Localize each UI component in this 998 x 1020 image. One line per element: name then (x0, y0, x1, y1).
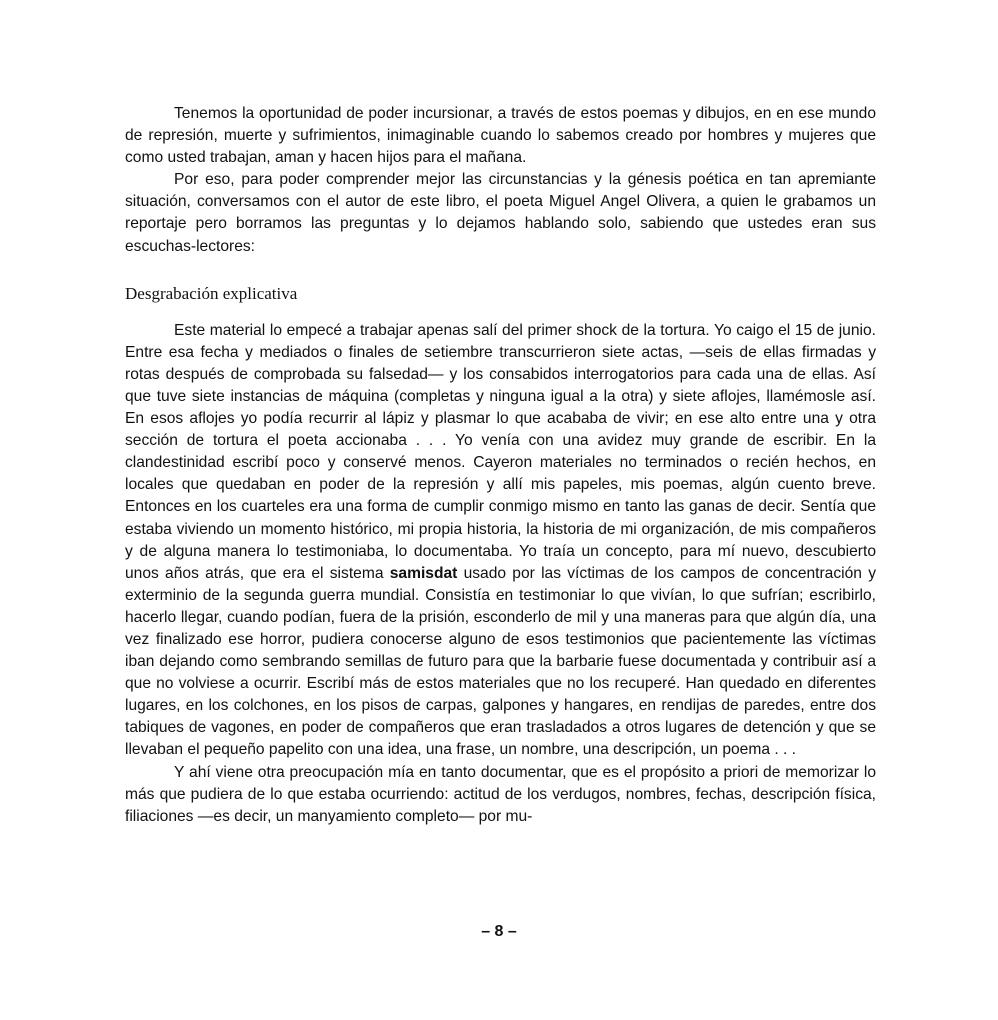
section-paragraph-1 (125, 320, 876, 762)
intro-paragraph-1: Tenemos la oportunidad de poder incursionar, a través de estos poemas y dibujos, en en ese mundo de represión, muerte y sufrimientos, inimaginable cuando lo sabemos creado por hombres y mujeres que como usted trabajan, aman y hacen hijos para el mañana. (125, 105, 876, 167)
section-paragraph-1-start: Este material lo empecé a trabajar apenas salí del primer shock de la tortura. Yo caigo el 15 de junio. Entre esa fecha y mediados o finales de setiembre transcurrieron siete actas, —seis de ellas firmadas y rotas después de comprobada su falsedad— y los consabidos interrogatorios para cada una de ellas. Así que tuve siete instancias de máquina (completas y ninguna igual a la otra) y siete aflojes, llamémosle así. En esos aflojes yo podía recurrir al lápiz y plasmar lo que acababa de vivir; en ese alto entre una y otra sección de tortura el poeta accionaba . . . Yo venía con una avidez muy grande de escribir. En la clandestinidad escribí poco y conservé menos. Cayeron materiales no terminados o recién hechos, en locales que quedaban en poder de la represión y allí mis papeles, mis poemas, algún cuento breve. Entonces en los cuarteles era una forma de cumplir conmigo mismo en tanto las ganas de decir. Sentía que estaba viviendo un momento histórico, mi propia historia, la historia de mi organización, de mis compañeros y de alguna manera lo testimoniaba, lo documentaba. Yo traía un concepto, para mí nuevo, descubierto unos años atrás, que era el sistema (125, 321, 876, 582)
section-heading: Desgrabación explicativa (125, 283, 298, 303)
section-paragraph-1-end: usado por las víctimas de los campos de concentración y exterminio de la segunda guerra mundial. Consistía en testimoniar lo que vivían, lo que sufrían; escribirlo, hacerlo llegar, cuando podían, fuera de la prisión, esconderlo de mil y una maneras para que algún día, una vez finalizado ese horror, pudiera conocerse alguno de esos testimonios que pacientemente las víctimas iban dejando como sembrando semillas de futuro para que la barbarie fuese documentada y contribuir así a que no volviese a ocurrir. Escribí más de estos materiales que no los recuperé. Han quedado en diferentes lugares, en los colchones, en los pisos de carpas, galpones y hangares, en rendijas de paredes, entre dos tabiques de vagones, en poder de compañeros que eran trasladados a otros lugares de detención y que se llevaban el pequeño papelito con una idea, una frase, un nombre, una descripción, un poema . . . (125, 564, 876, 759)
section-paragraph-2: Y ahí viene otra preocupación mía en tanto documentar, que es el propósito a priori de memorizar lo más que pudiera de lo que estaba ocurriendo: actitud de los verdugos, nombres, fechas, descripción física, filiaciones —es decir, un manyamiento completo— por mu- (125, 763, 876, 825)
samisdat-term: samisdat (389, 564, 458, 582)
page-number: – 8 – (481, 923, 517, 940)
intro-paragraph-2: Por eso, para poder comprender mejor las circunstancias y la génesis poética en tan apremiante situación, conversamos con el autor de este libro, el poeta Miguel Angel Olivera, a quien le grabamos un reportaje pero borramos las preguntas y lo dejamos hablando solo, sabiendo que ustedes eran sus escuchas-lectores: (125, 171, 876, 255)
page-body (125, 103, 876, 828)
